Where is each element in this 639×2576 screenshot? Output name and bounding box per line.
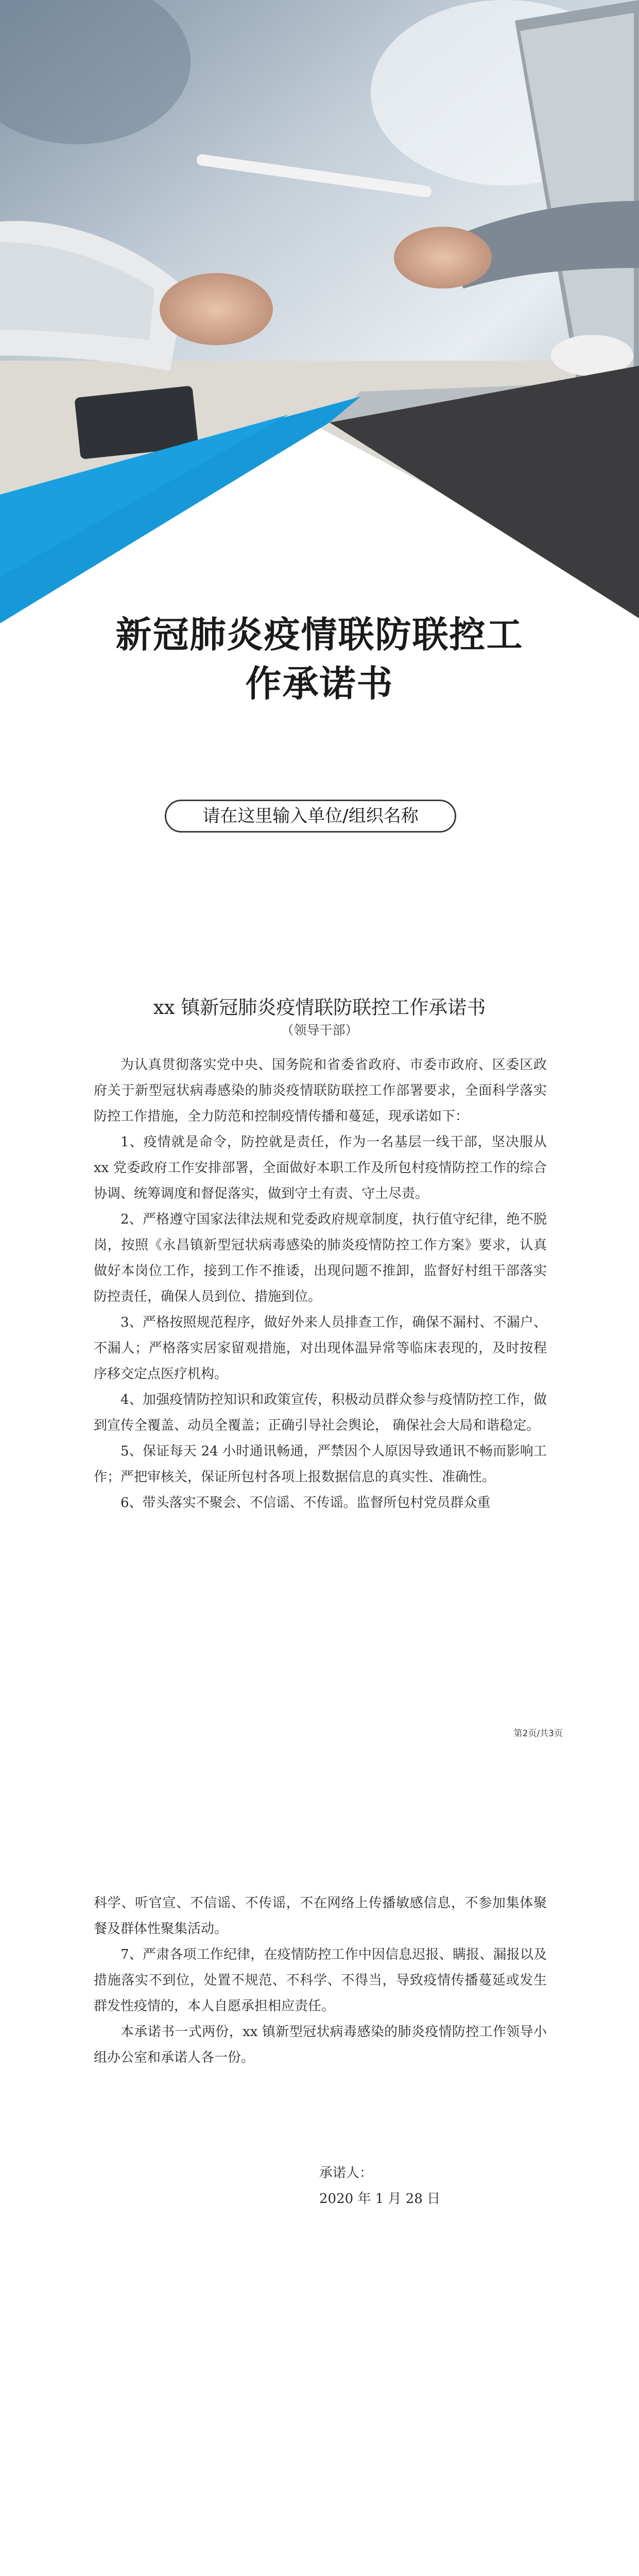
paragraph-closing: 本承诺书一式两份，xx 镇新型冠状病毒感染的肺炎疫情防控工作领导小组办公室和承诺人各一份。 bbox=[94, 2024, 547, 2065]
paragraph-item-1: 1、疫情就是命令，防控就是责任，作为一名基层一线干部，坚决服从 xx 党委政府工作安排部署，全面做好本职工作及所包村疫情防控工作的综合协调、统筹调度和督促落实，做到守土有责、守土尽责。 bbox=[94, 1134, 547, 1201]
document-subtitle: （领导干部） bbox=[281, 1023, 358, 1038]
paragraph-item-2: 2、严格遵守国家法律法规和党委政府规章制度，执行值守纪律，绝不脱岗，按照《永昌镇新型冠状病毒感染的肺炎疫情防控工作方案》要求，认真做好本岗位工作，接到工作不推诿，出现问题不推卸，监督好村组干部落实防控责任，确保人员到位、措施到位。 bbox=[94, 1212, 547, 1304]
paragraph-item-5: 5、保证每天 24 小时通讯畅通，严禁因个人原因导致通讯不畅而影响工作；严把审核关，保证所包村各项上报数据信息的真实性、准确性。 bbox=[94, 1444, 547, 1485]
paragraph-item-6-continued: 科学、听官宣、不信谣、不传谣，不在网络上传播敏感信息，不参加集体聚餐及群体性聚集活动。 bbox=[94, 1895, 547, 1937]
organization-name-field[interactable]: 请在这里输入单位/组织名称 bbox=[165, 800, 456, 833]
sign-date: 2020 年 1 月 28 日 bbox=[319, 2191, 441, 2207]
cover-title-line1: 新冠肺炎疫情联防联控工 bbox=[115, 614, 524, 656]
cover-page bbox=[0, 0, 639, 901]
cover-title bbox=[0, 611, 639, 708]
cover-decor-shapes bbox=[0, 0, 639, 901]
signer-label: 承诺人： bbox=[319, 2165, 373, 2181]
document-body bbox=[94, 1052, 547, 1516]
document-page-2 bbox=[0, 901, 639, 1805]
page-number: 第2页/共3页 bbox=[513, 1728, 563, 1739]
document-title: xx 镇新冠肺炎疫情联防联控工作承诺书 bbox=[153, 996, 486, 1019]
paragraph-item-3: 3、严格按照规范程序，做好外来人员排查工作，确保不漏村、不漏户、不漏人；严格落实居家留观措施，对出现体温异常等临床表现的，及时按程序移交定点医疗机构。 bbox=[94, 1315, 547, 1382]
paragraph-item-7: 7、严肃各项工作纪律，在疫情防控工作中因信息迟报、瞒报、漏报以及措施落实不到位，处置不规范、不科学、不得当，导致疫情传播蔓延或发生群发性疫情的，本人自愿承担相应责任。 bbox=[94, 1947, 547, 2014]
paragraph-intro: 为认真贯彻落实党中央、国务院和省委省政府、市委市政府、区委区政府关于新型冠状病毒感染的肺炎疫情联防联控工作部署要求，全面科学落实防控工作措施，全力防范和控制疫情传播和蔓延，现承诺如下： bbox=[94, 1057, 547, 1124]
document-body-continued bbox=[94, 1890, 547, 2071]
paragraph-item-6: 6、带头落实不聚会、不信谣、不传谣。监督所包村党员群众重 bbox=[120, 1495, 491, 1511]
cover-title-line2: 作承诺书 bbox=[245, 663, 394, 705]
paragraph-item-4: 4、加强疫情防控知识和政策宣传，积极动员群众参与疫情防控工作，做到宣传全覆盖、动员全覆盖；正确引导社会舆论， 确保社会大局和谐稳定。 bbox=[94, 1392, 547, 1433]
document-page-3 bbox=[0, 1805, 639, 2576]
